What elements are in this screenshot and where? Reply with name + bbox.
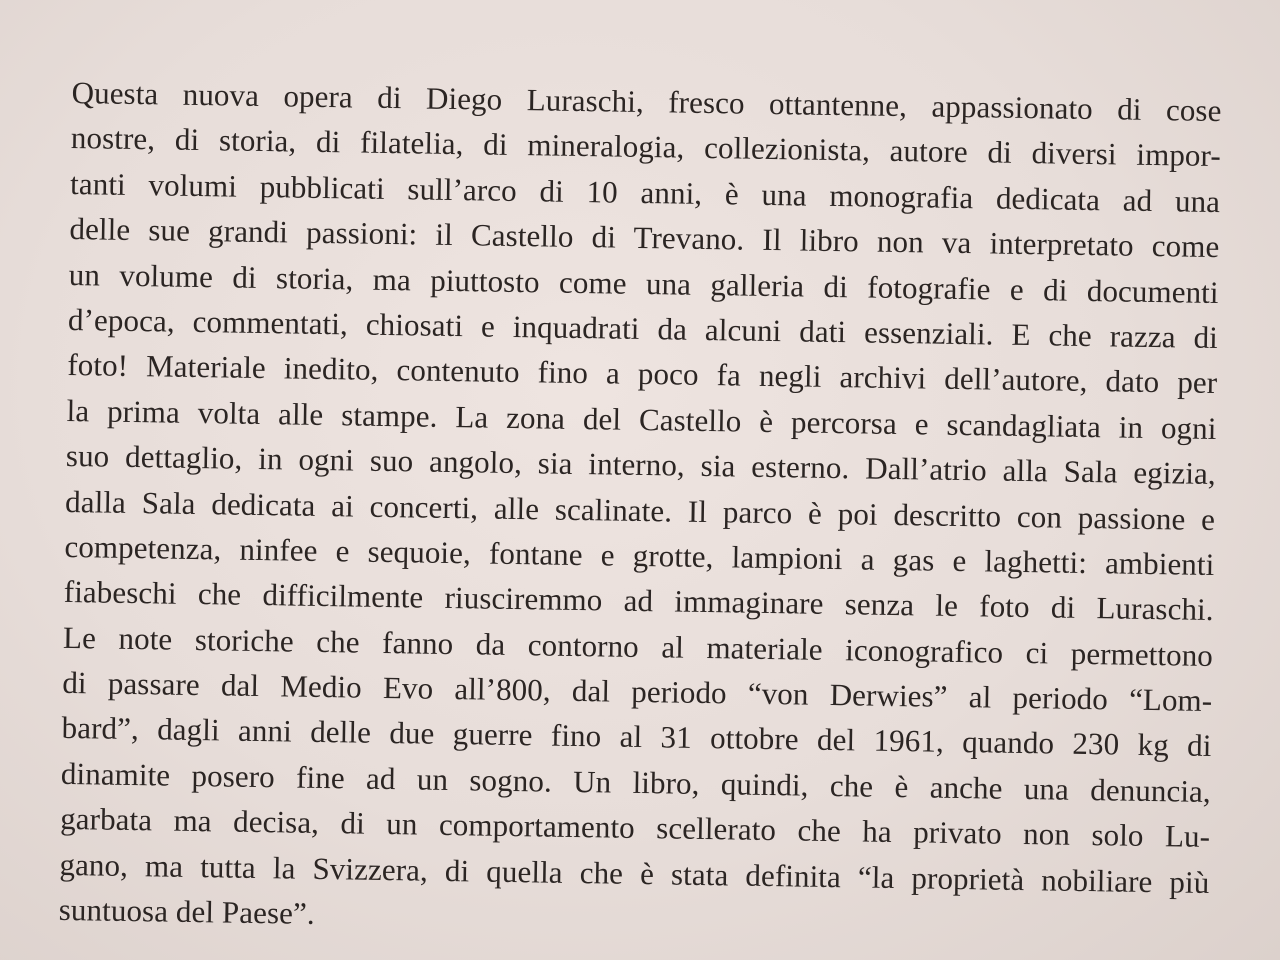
text-line: nostre, di storia, di filatelia, di mineralogia, collezionista, autore di diversi impor- (70, 120, 1222, 174)
text-line: un volume di storia, ma piuttosto come una galleria di fotografie e di documenti (68, 256, 1219, 310)
text-line: foto! Materiale inedito, contenuto fino a poco fa negli archivi dell’autore, dato per (67, 347, 1218, 401)
text-line: delle sue grandi passioni: il Castello di Trevano. Il libro non va interpretato come (69, 211, 1220, 265)
text-line: gano, ma tutta la Svizzera, di quella che è stata definita “la proprietà nobiliare più (59, 846, 1210, 900)
text-line: dinamite posero fine ad un sogno. Un libro, quindi, che è anche una denuncia, (60, 755, 1212, 809)
text-line: d’epoca, commentati, chiosati e inquadrati da alcuni dati essenziali. E che razza di (67, 301, 1219, 355)
text-line: bard”, dagli anni delle due guerre fino al 31 ottobre del 1961, quando 230 kg di (61, 710, 1212, 764)
text-line-last: suntuosa del Paese”. (58, 891, 316, 931)
text-line: di passare dal Medio Evo all’800, dal periodo “von Derwies” al periodo “Lom- (62, 665, 1213, 719)
text-line: fiabeschi che difficilmente riusciremmo ad immaginare senza le foto di Luraschi. (63, 574, 1214, 628)
text-line: garbata ma decisa, di un comportamento scellerato che ha privato non solo Lu- (59, 801, 1211, 855)
text-line: Le note storiche che fanno da contorno al materiale iconografico ci permettono (62, 619, 1214, 673)
text-line: Questa nuova opera di Diego Luraschi, fresco ottantenne, appassionato di cose (71, 74, 1222, 129)
paragraph (58, 70, 1221, 950)
text-line: la prima volta alle stampe. La zona del Castello è percorsa e scandagliata in ogni (66, 392, 1217, 446)
text-line: suo dettaglio, in ogni suo angolo, sia interno, sia esterno. Dall’atrio alla Sala egizia, (65, 438, 1217, 492)
text-line: tanti volumi pubblicati sull’arco di 10 anni, è una monografia dedicata ad una (69, 165, 1221, 219)
text-line: dalla Sala dedicata ai concerti, alle scalinate. Il parco è poi descritto con passione e (64, 483, 1216, 537)
text-line: competenza, ninfee e sequoie, fontane e grotte, lampioni a gas e laghetti: ambienti (64, 528, 1215, 582)
